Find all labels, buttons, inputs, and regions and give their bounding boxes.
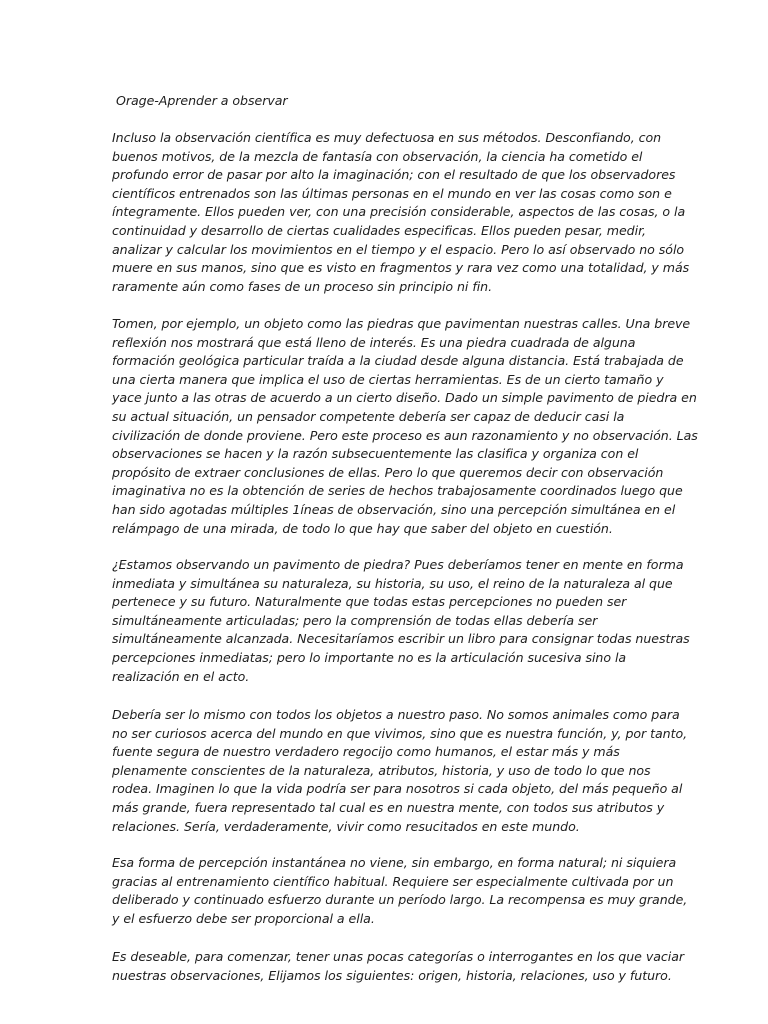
- text-line: profundo error de pasar por alto la imaginación; con el resultado de que los observadores: [112, 167, 676, 183]
- text-line: más grande, fuera representado tal cual es en nuestra mente, con todos sus atributos y: [112, 799, 665, 815]
- text-line: simultáneamente alcanzada. Necesitaríamos escribir un libro para consignar todas nuestras: [112, 631, 690, 647]
- text-line: deliberado y continuado esfuerzo durante un período largo. La recompensa es muy grande,: [112, 892, 688, 908]
- text-line: ¿Estamos observando un pavimento de piedra? Pues deberíamos tener en mente en forma: [112, 557, 684, 572]
- document-title: Orage-Aprender a observar: [116, 93, 288, 108]
- text-line: yace junto a las otras de acuerdo a un cierto diseño. Dado un simple pavimento de piedra en: [112, 390, 697, 406]
- text-line: buenos motivos, de la mezcla de fantasía con observación, la ciencia ha cometido el: [112, 148, 643, 164]
- paragraph: [112, 706, 688, 836]
- text-line: observaciones se hacen y la razón subsecuentemente las clasifica y organiza con el: [112, 446, 639, 462]
- text-line: relámpago de una mirada, de todo lo que hay que saber del objeto en cuestión.: [112, 520, 613, 536]
- text-line: fuente segura de nuestro verdadero regocijo como humanos, el estar más y más: [112, 744, 620, 760]
- text-line: realización en el acto.: [112, 668, 250, 684]
- text-line: formación geológica particular traída a la ciudad desde alguna distancia. Está trabajada de: [112, 353, 684, 369]
- text-line: reflexión nos mostrará que está lleno de interés. Es una piedra cuadrada de alguna: [112, 334, 636, 350]
- text-line: científicos entrenados son las últimas personas en el mundo en ver las cosas como son e: [112, 185, 672, 201]
- text-line: gracias al entrenamiento científico habitual. Requiere ser especialmente cultivada por un: [112, 873, 674, 889]
- text-line: muere en sus manos, sino que es visto en fragmentos y rara vez como una totalidad, y más: [112, 260, 690, 276]
- text-line: no ser curiosos acerca del mundo en que vivimos, sino que es nuestra función, y, por tanto,: [112, 725, 688, 741]
- paragraph: [112, 948, 685, 985]
- text-line: una cierta manera que implica el uso de ciertas herramientas. Es de un cierto tamaño y: [112, 371, 664, 387]
- text-line: Esa forma de percepción instantánea no viene, sin embargo, en forma natural; ni siquiera: [112, 855, 677, 870]
- text-line: Es deseable, para comenzar, tener unas pocas categorías o interrogantes en los que vaciar: [112, 949, 685, 964]
- text-line: propósito de extraer conclusiones de ellas. Pero lo que queremos decir con observación: [112, 464, 664, 480]
- text-line: Tomen, por ejemplo, un objeto como las piedras que pavimentan nuestras calles. Una breve: [112, 316, 691, 331]
- text-line: íntegramente. Ellos pueden ver, con una precisión considerable, aspectos de las cosas, o la: [112, 204, 686, 220]
- text-line: inmediata y simultánea su naturaleza, su historia, su uso, el reino de la naturaleza al que: [112, 575, 673, 591]
- text-line: civilización de donde proviene. Pero este proceso es aun razonamiento y no observación. Las: [112, 427, 698, 443]
- text-line: raramente aún como fases de un proceso sin principio ni fin.: [112, 278, 493, 294]
- text-line: nuestras observaciones, Elijamos los siguientes: origen, historia, relaciones, uso y futuro.: [112, 967, 672, 983]
- text-line: imaginativa no es la obtención de series de hechos trabajosamente coordinados luego que: [112, 483, 683, 499]
- text-line: Incluso la observación científica es muy defectuosa en sus métodos. Desconfiando, con: [112, 130, 662, 145]
- text-line: analizar y calcular los movimientos en el tiempo y el espacio. Pero lo así observado no sólo: [112, 241, 685, 257]
- text-line: percepciones inmediatas; pero lo importante no es la articulación sucesiva sino la: [112, 649, 627, 665]
- text-line: Debería ser lo mismo con todos los objetos a nuestro paso. No somos animales como para: [112, 707, 680, 722]
- paragraph: [112, 129, 690, 296]
- text-line: relaciones. Sería, verdaderamente, vivir como resucitados en este mundo.: [112, 818, 580, 834]
- text-line: pertenece y su futuro. Naturalmente que todas estas percepciones no pueden ser: [112, 594, 627, 610]
- text-line: rodea. Imaginen lo que la vida podría ser para nosotros si cada objeto, del más pequeño al: [112, 781, 683, 797]
- paragraph: [112, 315, 698, 538]
- paragraph: [112, 556, 690, 686]
- paragraph: [112, 854, 688, 928]
- text-line: y el esfuerzo debe ser proporcional a ella.: [112, 910, 375, 926]
- text-line: continuidad y desarrollo de ciertas cualidades especificas. Ellos pueden pesar, medir,: [112, 222, 646, 238]
- text-line: han sido agotadas múltiples 1íneas de observación, sino una percepción simultánea en el: [112, 501, 676, 517]
- text-line: plenamente conscientes de la naturaleza, atributos, historia, y uso de todo lo que nos: [112, 762, 651, 778]
- text-line: su actual situación, un pensador competente debería ser capaz de deducir casi la: [112, 408, 625, 424]
- text-line: simultáneamente articuladas; pero la comprensión de todas ellas debería ser: [112, 612, 598, 628]
